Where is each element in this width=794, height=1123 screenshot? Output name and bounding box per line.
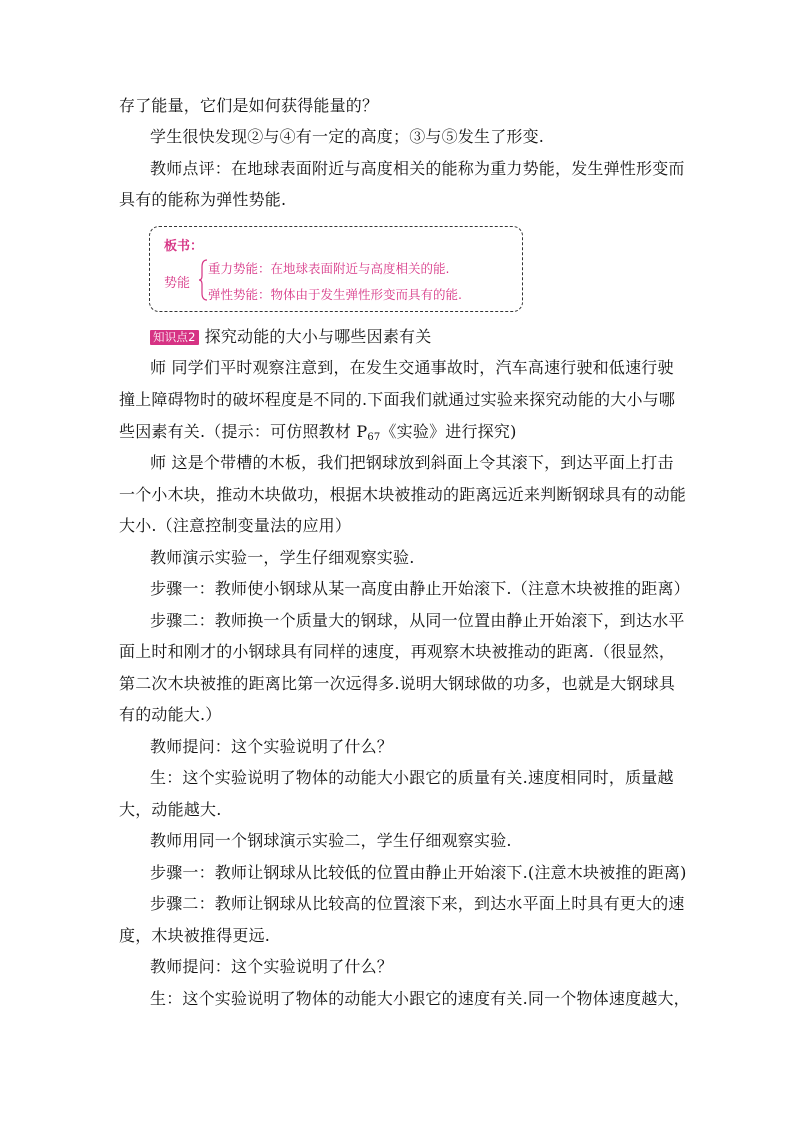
paragraph-line: 第二次木块被推的距离比第一次远得多.说明大钢球做的功多，也就是大钢球具	[119, 674, 676, 693]
paragraph-line: 步骤二：教师让钢球从比较高的位置滚下来，到达水平面上时具有更大的速	[150, 894, 685, 913]
paragraph-line: 教师提问：这个实验说明了什么？	[150, 957, 394, 976]
paragraph-line: 度，木块被推得更远.	[119, 926, 271, 945]
paragraph-line: 师 这是个带槽的木板，我们把钢球放到斜面上令其滚下，到达平面上打击	[150, 453, 674, 472]
paragraph-line: 步骤一：教师让钢球从比较低的位置由静止开始滚下.(注意木块被推的距离)	[150, 863, 687, 882]
blackboard-key: 势能	[164, 276, 191, 291]
knowledge-point-badge: 知识点2	[150, 330, 199, 345]
paragraph-line: 有的动能大.）	[119, 705, 222, 724]
blackboard-row: 重力势能：在地球表面附近与高度相关的能.	[208, 261, 450, 276]
text-segment: 些因素有关.（提示：可仿照教材 P	[119, 422, 368, 441]
subscript-page: 67	[367, 432, 381, 443]
blackboard-box	[149, 226, 523, 312]
paragraph-line: 教师用同一个钢球演示实验二，学生仔细观察实验.	[150, 831, 512, 850]
text-segment: 《实验》进行探究)	[380, 422, 517, 441]
paragraph-line: 步骤二：教师换一个质量大的钢球，从同一位置由静止开始滚下，到达水平	[150, 611, 685, 630]
knowledge-point-heading	[150, 326, 431, 348]
paragraph-line: 面上时和刚才的小钢球具有同样的速度，再观察木块被推动的距离.（很显然，	[119, 642, 676, 661]
paragraph-line: 教师演示实验一，学生仔细观察实验.	[150, 548, 415, 567]
knowledge-point-title: 探究动能的大小与哪些因素有关	[204, 327, 432, 346]
paragraph-line: 存了能量，它们是如何获得能量的？	[119, 96, 379, 115]
paragraph-line: 生：这个实验说明了物体的动能大小跟它的速度有关.同一个物体速度越大，	[150, 989, 690, 1008]
paragraph-line: 学生很快发现②与④有一定的高度；③与⑤发生了形变.	[150, 127, 545, 146]
paragraph-line: 大，动能越大.	[119, 800, 222, 819]
paragraph-line: 大小.（注意控制变量法的应用）	[119, 516, 352, 535]
paragraph-line: 生：这个实验说明了物体的动能大小跟它的质量有关.速度相同时，质量越	[150, 768, 674, 787]
blackboard-title: 板书：	[164, 239, 204, 254]
paragraph-line: 具有的能称为弹性势能.	[119, 190, 287, 209]
paragraph-line: 撞上障碍物时的破坏程度是不同的.下面我们就通过实验来探究动能的大小与哪	[119, 390, 676, 409]
paragraph-line: 一个小木块，推动木块做功，根据木块被推动的距离远近来判断钢球具有的动能	[119, 485, 687, 504]
paragraph-line: 师 同学们平时观察注意到，在发生交通事故时，汽车高速行驶和低速行驶	[150, 358, 674, 377]
paragraph-line	[119, 421, 517, 449]
paragraph-line: 步骤一：教师使小钢球从某一高度由静止开始滚下.（注意木块被推的距离）	[150, 579, 690, 598]
blackboard-row: 弹性势能：物体由于发生弹性形变而具有的能.	[208, 287, 462, 302]
brace-icon	[198, 259, 208, 301]
paragraph-line: 教师提问：这个实验说明了什么？	[150, 737, 394, 756]
paragraph-line: 教师点评：在地球表面附近与高度相关的能称为重力势能，发生弹性形变而	[150, 159, 685, 178]
